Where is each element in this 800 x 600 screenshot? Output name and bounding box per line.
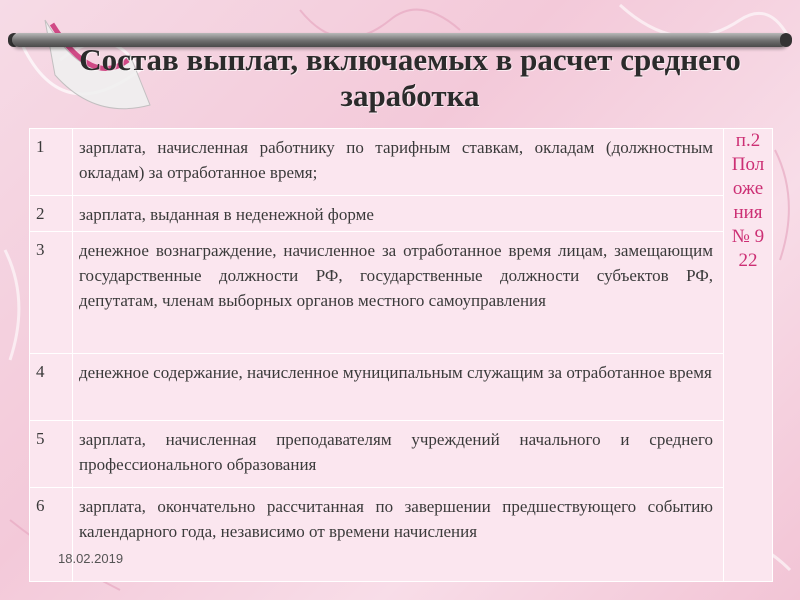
slide-title: Состав выплат, включаемых в расчет среднего заработка (79, 42, 741, 113)
table-row (30, 354, 773, 421)
row-number: 5 (30, 421, 73, 488)
row-text: денежное содержание, начисленное муниципальным служащим за отработанное время (73, 354, 724, 421)
row-number: 1 (30, 129, 73, 196)
table-row (30, 488, 773, 582)
title-bar-right-cap (780, 33, 792, 47)
table-row (30, 196, 773, 232)
row-text: зарплата, начисленная преподавателям учреждений начального и среднего профессионального образования (73, 421, 724, 488)
row-text: зарплата, выданная в неденежной форме (73, 196, 724, 232)
row-number: 2 (30, 196, 73, 232)
row-number: 4 (30, 354, 73, 421)
slide-date: 18.02.2019 (58, 551, 124, 566)
reference-cell (724, 129, 773, 582)
payments-table (29, 128, 773, 582)
row-text: зарплата, окончательно рассчитанная по завершении предшествующего событию календарного года, независимо от времени начисления (73, 488, 724, 582)
row-text: зарплата, начисленная работнику по тарифным ставкам, окладам (должностным окладам) за отработанное время; (73, 129, 724, 196)
row-number: 6 (30, 488, 73, 582)
row-number: 3 (30, 232, 73, 354)
reference-text: п.2 Положения № 922 (731, 130, 765, 271)
table-row (30, 232, 773, 354)
table-row (30, 421, 773, 488)
table-row (30, 129, 773, 196)
row-text: денежное вознаграждение, начисленное за отработанное время лицам, замещающим государственные должности РФ, государственные должности субъектов РФ, депутатам, членам выборных органов местного самоуправления (73, 232, 724, 354)
